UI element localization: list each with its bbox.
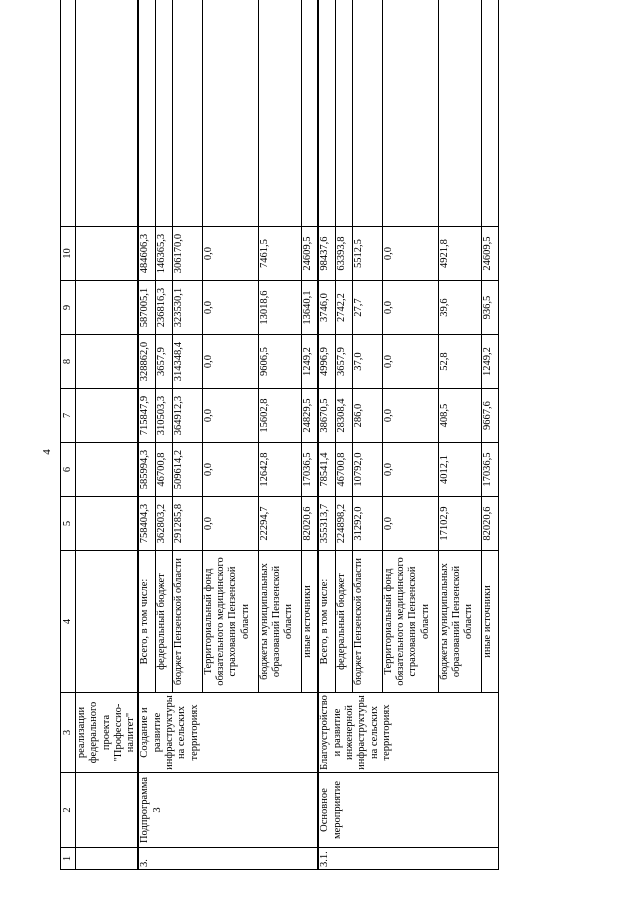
- blank-header-cell: [61, 0, 76, 227]
- value-cell: 224898,2: [335, 497, 352, 551]
- blank-cell: [318, 0, 335, 227]
- blank-cell: [138, 0, 155, 227]
- value-cell: 98437,6: [318, 227, 335, 281]
- value-cell: 323530,1: [172, 281, 202, 335]
- funding-source-label: бюджеты муниципальных образований Пензенской области: [258, 551, 301, 693]
- blank-cell: [301, 0, 318, 227]
- column-header: 5: [61, 497, 76, 551]
- funding-source-label: бюджет Пензенской области: [172, 551, 202, 693]
- value-cell: 17102,9: [438, 497, 481, 551]
- value-cell: 0,0: [382, 335, 438, 389]
- value-cell: 13640,1: [301, 281, 318, 335]
- column-header: 4: [61, 551, 76, 693]
- value-cell: 286,0: [352, 389, 382, 443]
- blank-cell: [258, 0, 301, 227]
- column-header: 7: [61, 389, 76, 443]
- value-cell: 0,0: [202, 443, 258, 497]
- program-row: [138, 0, 155, 870]
- value-cell: 0,0: [382, 443, 438, 497]
- value-cell: 17036,5: [481, 443, 498, 497]
- funding-source-label: Территориальный фонд обязательного медицинского страхования Пензенской области: [382, 551, 438, 693]
- budget-table: [60, 0, 499, 870]
- value-cell: 10792,0: [352, 443, 382, 497]
- value-cell: 328862,0: [138, 335, 155, 389]
- funding-source-label: бюджет Пензенской области: [352, 551, 382, 693]
- value-cell: 31292,0: [352, 497, 382, 551]
- blank-cell: [155, 0, 172, 227]
- activity-row: [318, 0, 335, 870]
- value-cell: 9667,6: [481, 389, 498, 443]
- value-cell: 39,6: [438, 281, 481, 335]
- column-header: 10: [61, 227, 76, 281]
- value-cell: 22294,7: [258, 497, 301, 551]
- value-cell: 1249,2: [481, 335, 498, 389]
- value-cell: 291285,8: [172, 497, 202, 551]
- value-cell: 3657,9: [155, 335, 172, 389]
- value-cell: 585994,3: [138, 443, 155, 497]
- column-header: 1: [61, 848, 76, 870]
- value-cell: 310503,3: [155, 389, 172, 443]
- value-cell: 306170,0: [172, 227, 202, 281]
- program-number: 3.: [138, 848, 318, 870]
- value-cell: 52,8: [438, 335, 481, 389]
- page-number: 4: [41, 449, 53, 455]
- funding-source-label: бюджеты муниципальных образований Пензенской области: [438, 551, 481, 693]
- value-cell: 0,0: [202, 335, 258, 389]
- funding-source-label: Всего, в том числе:: [318, 551, 335, 693]
- funding-source-label: федеральный бюджет: [335, 551, 352, 693]
- activity-number: 3.1.: [318, 848, 498, 870]
- value-cell: 82020,6: [301, 497, 318, 551]
- value-cell: 12642,8: [258, 443, 301, 497]
- activity-name: Основное мероприятие: [318, 773, 498, 848]
- value-cell: 1249,2: [301, 335, 318, 389]
- blank-cell: [352, 0, 382, 227]
- value-cell: 0,0: [202, 497, 258, 551]
- intro-row: [76, 0, 139, 870]
- intro-text: реализации федерального проекта "Профессио-налитет": [76, 693, 139, 773]
- value-cell: 364912,3: [172, 389, 202, 443]
- value-cell: 4921,8: [438, 227, 481, 281]
- value-cell: 24609,5: [481, 227, 498, 281]
- value-cell: 587005,1: [138, 281, 155, 335]
- column-header: 8: [61, 335, 76, 389]
- value-cell: 17036,5: [301, 443, 318, 497]
- value-cell: 484606,3: [138, 227, 155, 281]
- blank-cell: [382, 0, 438, 227]
- value-cell: 0,0: [382, 497, 438, 551]
- value-cell: 0,0: [382, 227, 438, 281]
- value-cell: 13018,6: [258, 281, 301, 335]
- value-cell: 3746,0: [318, 281, 335, 335]
- blank-cell: [202, 0, 258, 227]
- rotated-page: [60, 40, 640, 870]
- value-cell: 4012,1: [438, 443, 481, 497]
- value-cell: 15602,8: [258, 389, 301, 443]
- value-cell: 46700,8: [335, 443, 352, 497]
- value-cell: 7461,5: [258, 227, 301, 281]
- value-cell: 2742,2: [335, 281, 352, 335]
- value-cell: 5512,5: [352, 227, 382, 281]
- value-cell: 27,7: [352, 281, 382, 335]
- value-cell: 0,0: [382, 281, 438, 335]
- value-cell: 24609,5: [301, 227, 318, 281]
- value-cell: 0,0: [202, 389, 258, 443]
- value-cell: 3657,9: [335, 335, 352, 389]
- funding-source-label: иные источники: [481, 551, 498, 693]
- value-cell: 24829,5: [301, 389, 318, 443]
- column-header: 3: [61, 693, 76, 773]
- header-row: [61, 0, 76, 870]
- blank-cell: [481, 0, 498, 227]
- blank-cell: [335, 0, 352, 227]
- value-cell: 0,0: [202, 227, 258, 281]
- value-cell: 82020,6: [481, 497, 498, 551]
- value-cell: 0,0: [382, 389, 438, 443]
- value-cell: 408,5: [438, 389, 481, 443]
- funding-source-label: иные источники: [301, 551, 318, 693]
- value-cell: 9606,5: [258, 335, 301, 389]
- value-cell: 715847,9: [138, 389, 155, 443]
- blank-cell: [438, 0, 481, 227]
- value-cell: 509614,2: [172, 443, 202, 497]
- value-cell: 46700,8: [155, 443, 172, 497]
- funding-source-label: Территориальный фонд обязательного медицинского страхования Пензенской области: [202, 551, 258, 693]
- value-cell: 758404,3: [138, 497, 155, 551]
- value-cell: 936,5: [481, 281, 498, 335]
- value-cell: 146365,3: [155, 227, 172, 281]
- value-cell: 355313,7: [318, 497, 335, 551]
- value-cell: 63393,8: [335, 227, 352, 281]
- program-description: Создание и развитие инфраструктуры на сельских территориях: [138, 693, 318, 773]
- value-cell: 236816,3: [155, 281, 172, 335]
- funding-source-label: федеральный бюджет: [155, 551, 172, 693]
- column-header: 9: [61, 281, 76, 335]
- blank-cell: [172, 0, 202, 227]
- value-cell: 4996,9: [318, 335, 335, 389]
- value-cell: 38670,5: [318, 389, 335, 443]
- column-header: 2: [61, 773, 76, 848]
- activity-description: Благоустройство и развитие инженерной инфраструктуры на сельских территориях: [318, 693, 498, 773]
- program-name: Подпрограмма 3: [138, 773, 318, 848]
- value-cell: 362803,2: [155, 497, 172, 551]
- value-cell: 314348,4: [172, 335, 202, 389]
- funding-source-label: Всего, в том числе:: [138, 551, 155, 693]
- value-cell: 0,0: [202, 281, 258, 335]
- column-header: 6: [61, 443, 76, 497]
- value-cell: 28308,4: [335, 389, 352, 443]
- value-cell: 37,0: [352, 335, 382, 389]
- value-cell: 78541,4: [318, 443, 335, 497]
